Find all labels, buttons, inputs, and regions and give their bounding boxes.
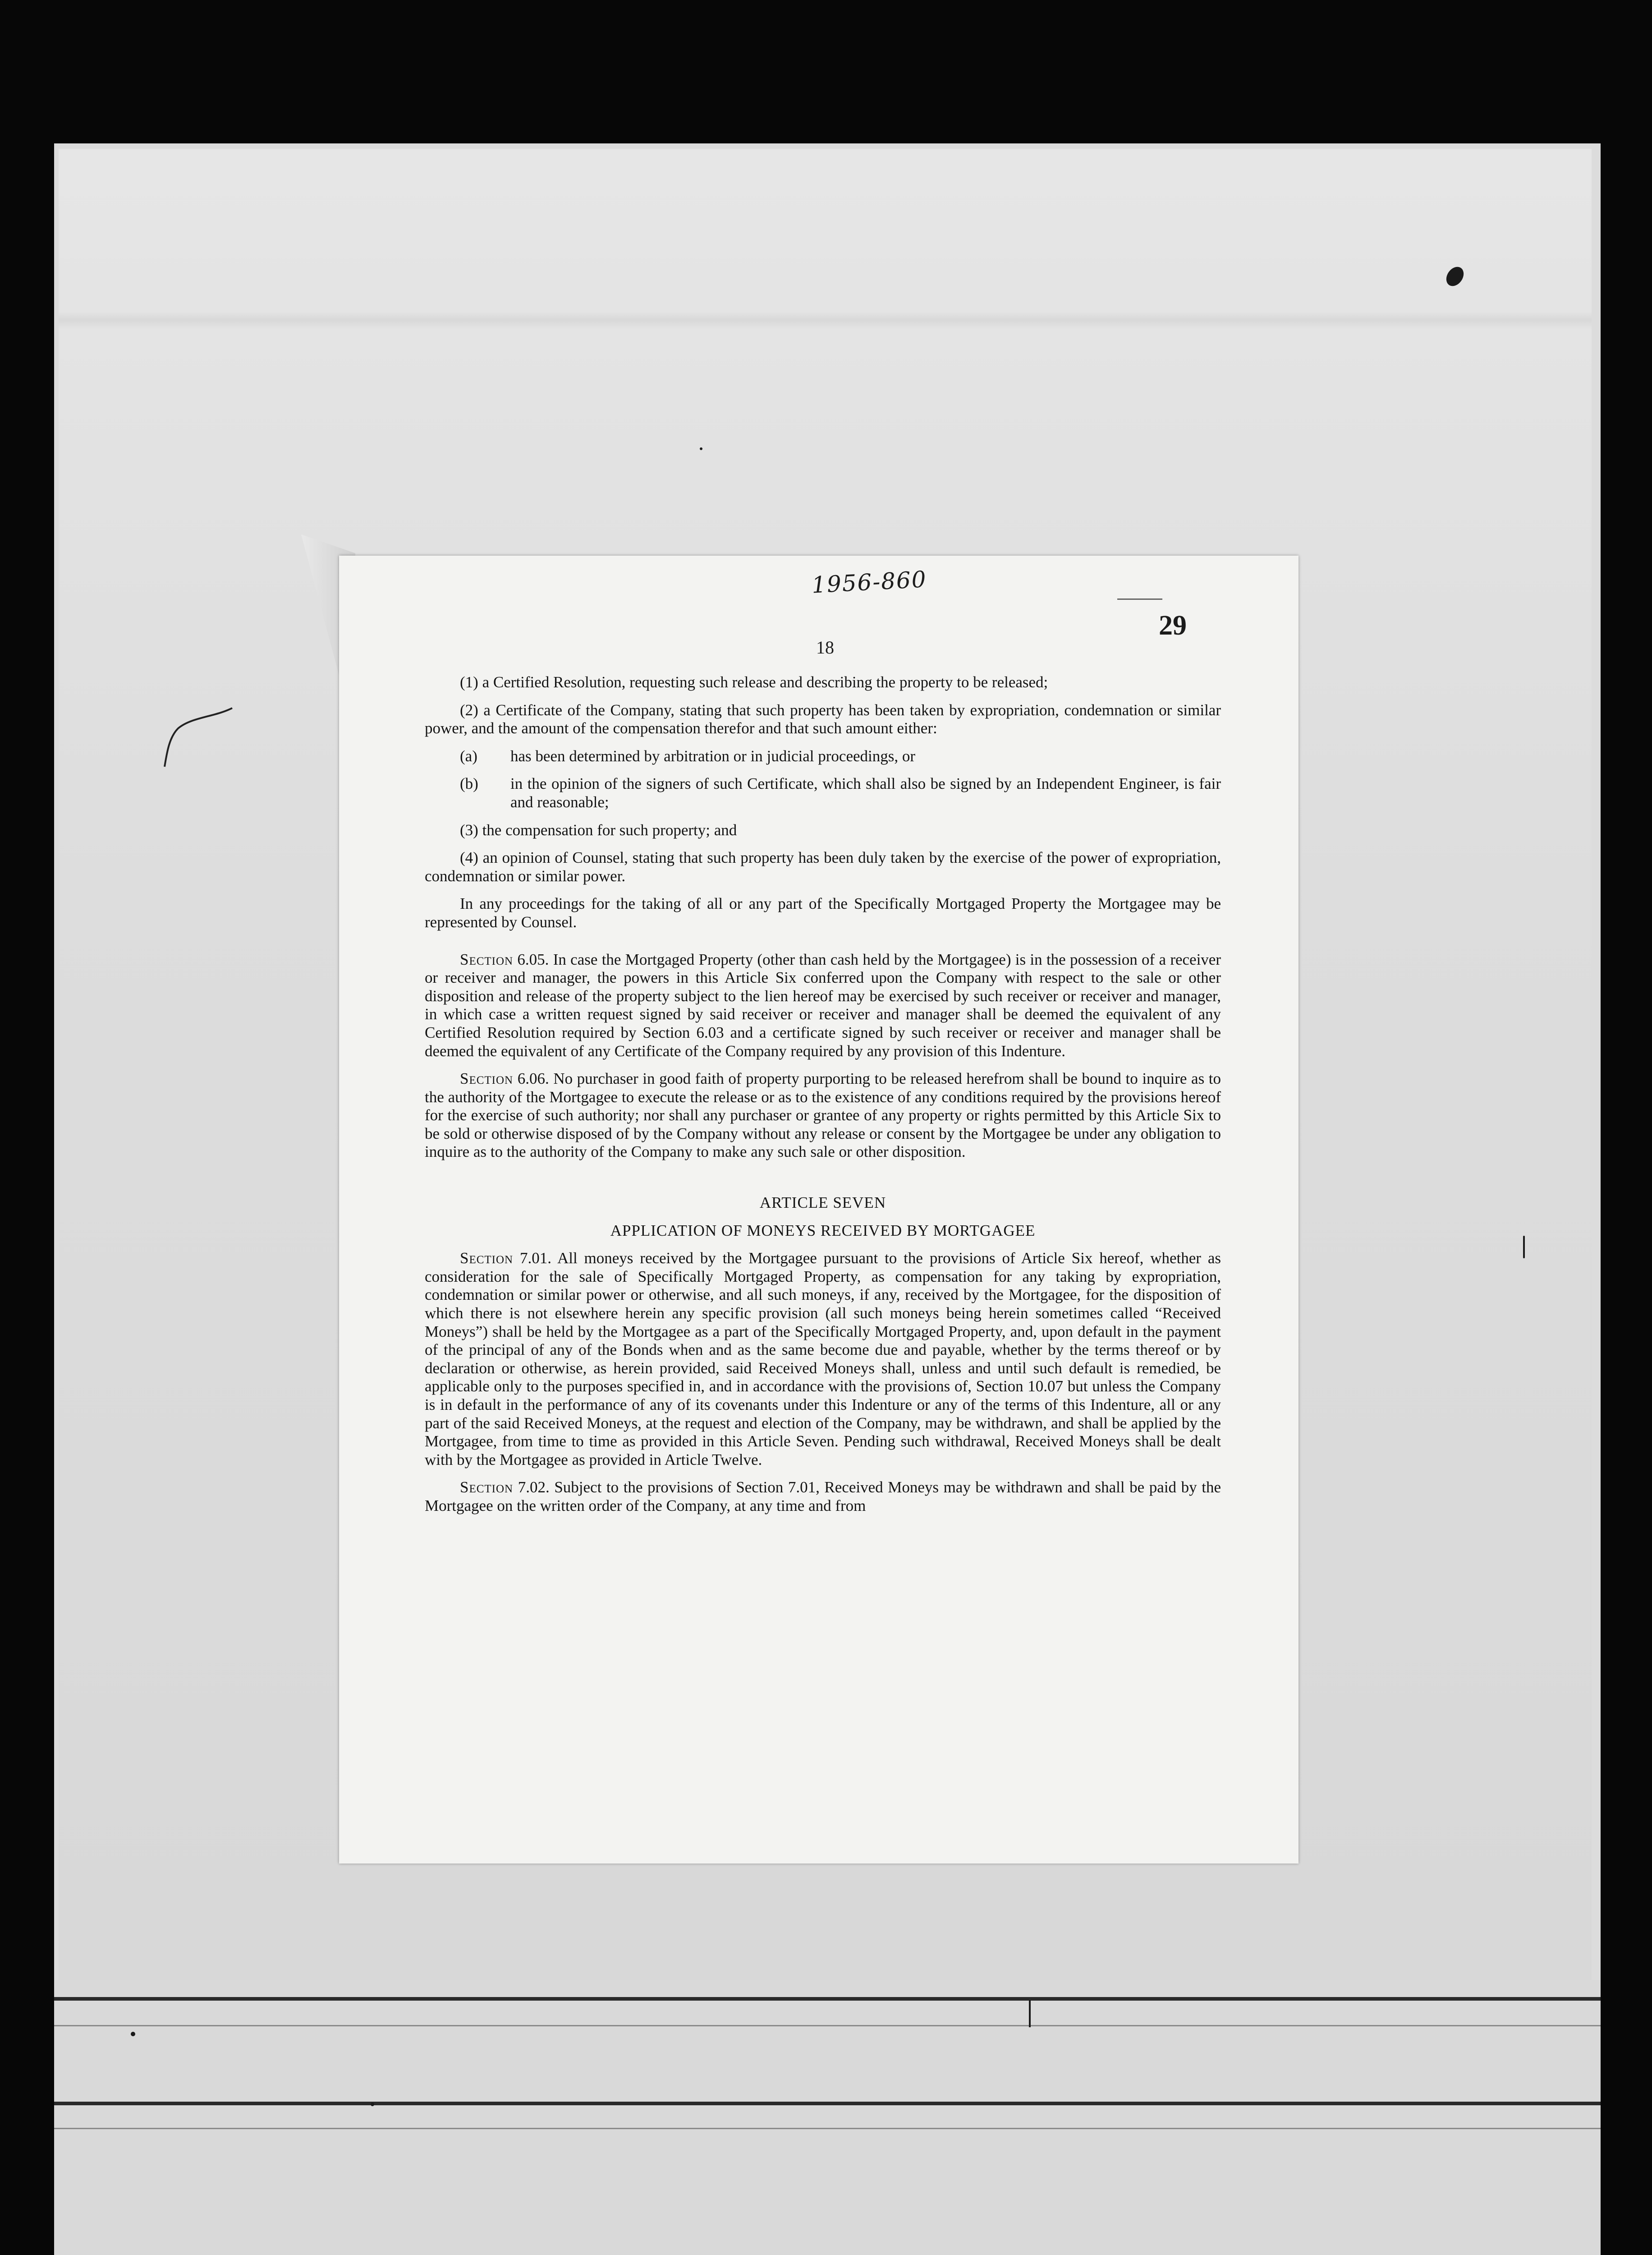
list-item [425, 821, 1221, 840]
list-subitem [425, 747, 1221, 766]
band-divider [54, 2102, 1601, 2105]
document-body [425, 673, 1221, 1525]
film-tear [1029, 2000, 1031, 2027]
section-text: No purchaser in good faith of property purporting to be released herefrom shall be bound to inquire as to the authority of the Mortgagee to execute the release or as to the existence of any conditions required by the provisions hereof for the exercise of such authority; nor shall any purchaser or grantee of any property or rights permitted by this Article Six to be sold or otherwise disposed of by the Company without any release or consent by the Mortgagee be under any obligation to inquire as to the authority of the Company to make any such sale or other disposition. [425, 1070, 1221, 1161]
list-subitem [425, 775, 1221, 811]
item-text: a Certificate of the Company, stating that such property has been taken by expropriation, condemnation or similar power, and the amount of the compensation therefor and that such amount either: [425, 701, 1221, 737]
section-7-01 [425, 1249, 1221, 1469]
item-label: (2) [460, 701, 478, 719]
dust-speck [131, 2032, 135, 2036]
band-divider [54, 2025, 1601, 2026]
item-text: the compensation for such property; and [482, 821, 737, 839]
paragraph: In any proceedings for the taking of all or any part of the Specifically Mortgaged Property the Mortgagee may be represented by Counsel. [425, 895, 1221, 931]
handwritten-reference: 1956-860 [811, 566, 927, 598]
subitem-text: in the opinion of the signers of such Certificate, which shall also be signed by an Independent Engineer, is fair and reasonable; [510, 775, 1221, 811]
page-number: 18 [816, 637, 834, 658]
item-label: (4) [460, 849, 478, 867]
subitem-label: (b) [460, 775, 478, 793]
section-text: All moneys received by the Mortgagee pursuant to the provisions of Article Six hereof, whether as consideration for the sale of Specifically Mortgaged Property, as compensation for any taking by expropriation, condemnation or similar power or otherwise, and all such moneys, if any, received by the Mortgagee, for the disposition of which there is not elsewhere herein any specific provision (all such moneys being herein sometimes called “Received Moneys”) shall be held by the Mortgagee as a part of the Specifically Mortgaged Property, and, upon default in the payment of the principal of any of the Bonds when and as the same become due and payable, whether by the terms thereof or by declaration or otherwise, as herein provided, said Received Moneys shall, unless and until such default is remedied, be applicable only to the purposes specified in, and in accordance with the provisions of, Section 10.07 but unless the Company is in default in the performance of any of its covenants under this Indenture or any of the terms of this Indenture, all or any part of the said Received Moneys, at the request and election of the Company, may be withdrawn, and shall be applied by the Mortgagee, from time to time as provided in this Article Seven. Pending such withdrawal, Received Moneys shall be dealt with by the Mortgagee as provided in Article Twelve. [425, 1249, 1221, 1468]
item-label: (1) [460, 673, 478, 691]
pencil-mark-icon [160, 704, 237, 771]
section-number: 6.05. [517, 950, 549, 968]
subitem-text: has been determined by arbitration or in judicial proceedings, or [510, 747, 916, 765]
stamp-dash [1117, 598, 1162, 600]
article-title: APPLICATION OF MONEYS RECEIVED BY MORTGAGEE [610, 1221, 1036, 1239]
article-heading: ARTICLE SEVEN [759, 1194, 886, 1212]
section-label: Section [460, 1249, 514, 1267]
item-text: an opinion of Counsel, stating that such property has been duly taken by the exercise of the power of expropriation, condemnation or similar power. [425, 849, 1221, 885]
item-label: (3) [460, 821, 478, 839]
section-label: Section [460, 950, 514, 968]
section-number: 7.02. [518, 1478, 550, 1496]
section-6-05 [425, 951, 1221, 1061]
list-item [425, 673, 1221, 692]
section-label: Section [460, 1070, 514, 1088]
list-item [425, 849, 1221, 885]
section-label: Section [460, 1478, 514, 1496]
section-text: In case the Mortgaged Property (other than cash held by the Mortgagee) is in the possession of a receiver or receiver and manager, the powers in this Article Six conferred upon the Company with respect to the sale or other disposition and release of the property subject to the lien hereof may be exercised by such receiver or receiver and manager, in which case a written request signed by said receiver or receiver and manager shall be deemed the equivalent of any Certified Resolution required by Section 6.03 and a certificate signed by such receiver or receiver and manager shall be deemed the equivalent of any Certificate of the Company required by any provision of this Indenture. [425, 950, 1221, 1060]
bottom-film-band [54, 1980, 1601, 2255]
section-7-02 [425, 1478, 1221, 1515]
section-number: 7.01. [520, 1249, 551, 1267]
stamped-page-number: 29 [1159, 610, 1187, 641]
section-text: Subject to the provisions of Section 7.01, Received Moneys may be withdrawn and shall be paid by the Mortgagee on the written order of the Company, at any time and from [425, 1478, 1221, 1514]
section-number: 6.06. [517, 1070, 549, 1088]
dust-speck [1523, 1236, 1525, 1258]
dust-speck [371, 2103, 374, 2106]
band-divider [54, 1997, 1601, 2001]
dust-speck [700, 447, 702, 450]
band-divider [54, 2128, 1601, 2129]
section-6-06 [425, 1070, 1221, 1161]
list-item [425, 701, 1221, 738]
item-text: a Certified Resolution, requesting such release and describing the property to be released; [482, 673, 1048, 691]
subitem-label: (a) [460, 747, 477, 765]
